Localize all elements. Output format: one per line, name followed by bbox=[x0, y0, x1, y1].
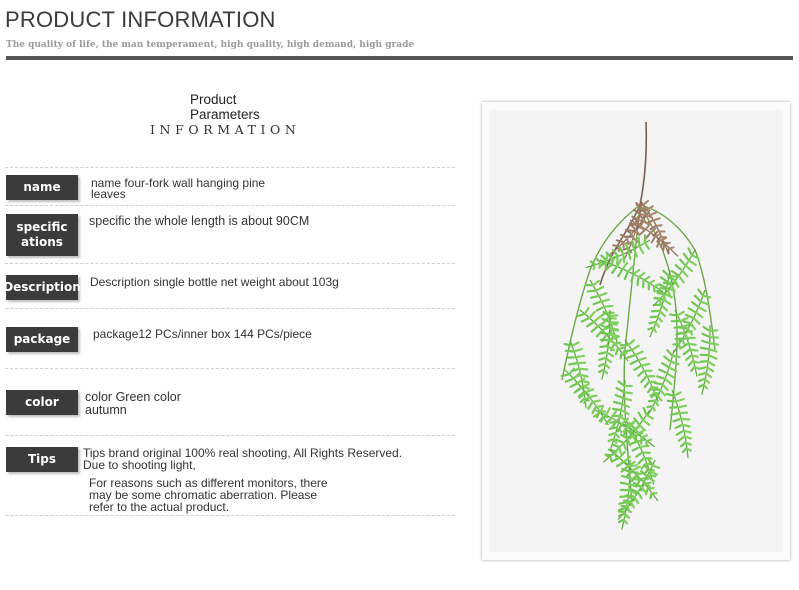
product-photo-frame bbox=[482, 102, 790, 560]
page-subtitle: The quality of life, the man temperament, high quality, high demand, high grade bbox=[6, 40, 415, 50]
product-photo bbox=[490, 110, 782, 552]
tips-value-line3: For reasons such as different monitors, there bbox=[89, 476, 328, 490]
tips-value-line5: refer to the actual product. bbox=[89, 500, 230, 514]
package-value: package12 PCs/inner box 144 PCs/piece bbox=[93, 327, 312, 341]
header-divider bbox=[6, 56, 793, 60]
row-divider bbox=[5, 308, 455, 309]
row-divider bbox=[5, 263, 455, 264]
description-value: Description single bottle net weight about 103g bbox=[90, 275, 339, 289]
color-value-line2: autumn bbox=[85, 403, 127, 417]
color-value-line1: color Green color bbox=[85, 390, 181, 404]
color-label: color bbox=[6, 390, 78, 415]
parameters-heading bbox=[190, 92, 260, 122]
parameters-information: INFORMATION bbox=[150, 122, 301, 137]
row-divider bbox=[5, 435, 455, 436]
row-divider bbox=[5, 205, 455, 206]
tips-label: Tips bbox=[6, 447, 78, 472]
tips-value-line1: Tips brand original 100% real shooting, All Rights Reserved. bbox=[83, 446, 403, 460]
name-value-line1: name four-fork wall hanging pine bbox=[91, 176, 266, 190]
specifications-label bbox=[6, 214, 78, 256]
tips-value-line2: Due to shooting light, bbox=[83, 458, 196, 472]
hanging-pine-leaves-illustration bbox=[490, 110, 782, 552]
page-title: PRODUCT INFORMATION bbox=[5, 7, 276, 32]
parameters-line-product: Product bbox=[190, 92, 237, 107]
row-divider bbox=[5, 515, 455, 516]
row-divider bbox=[5, 368, 455, 369]
name-value-line2: leaves bbox=[91, 187, 126, 201]
tips-value-line4: may be some chromatic aberration. Please bbox=[89, 488, 318, 502]
specifications-value: specific the whole length is about 90CM bbox=[89, 214, 310, 228]
specifications-label-line2: ations bbox=[21, 235, 63, 249]
description-label: Description bbox=[6, 275, 78, 300]
specifications-label-line1: specific bbox=[16, 220, 68, 234]
package-label: package bbox=[6, 327, 78, 352]
parameters-line-parameters: Parameters bbox=[190, 107, 260, 122]
row-divider bbox=[5, 167, 455, 168]
name-label: name bbox=[6, 175, 78, 200]
